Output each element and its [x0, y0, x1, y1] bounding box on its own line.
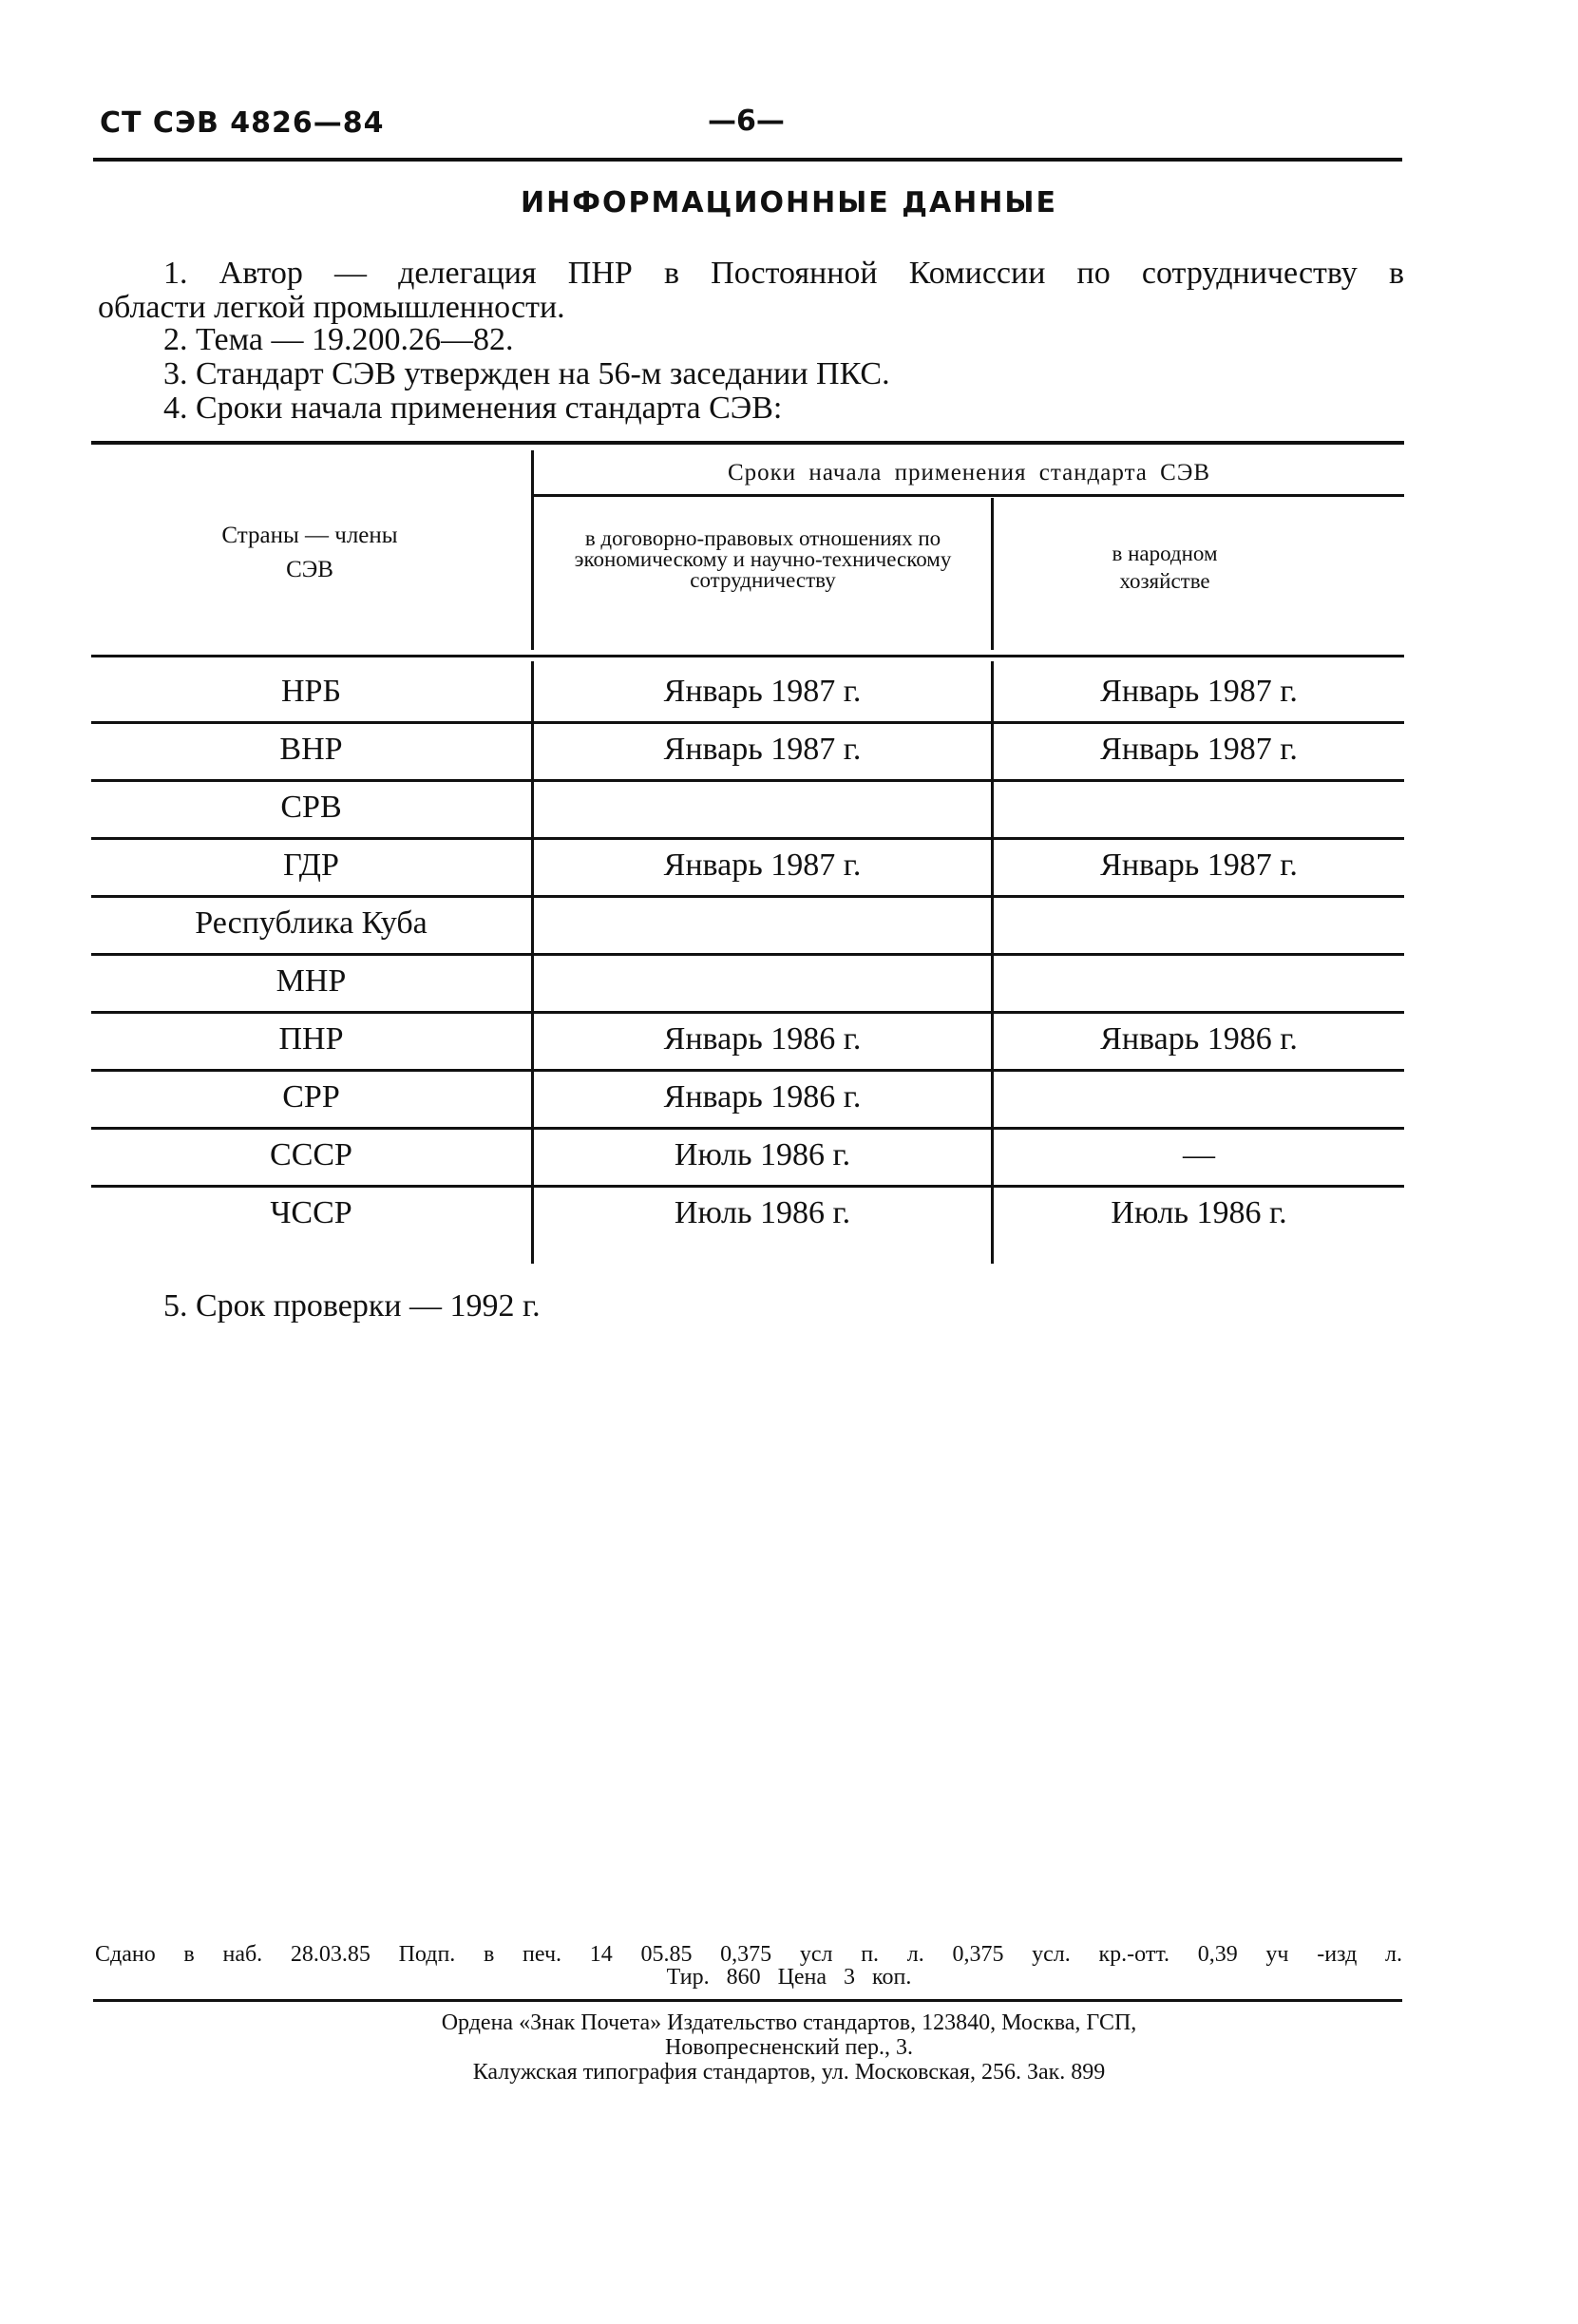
- cell-country: СРВ: [280, 790, 342, 825]
- row-rule: [91, 953, 1404, 956]
- header-countries: Страны — члены СЭВ: [221, 523, 398, 582]
- row-rule: [91, 779, 1404, 782]
- row-rule: [91, 837, 1404, 840]
- cell-contract-date: Январь 1986 г.: [663, 1079, 862, 1114]
- imprint-line-4: Новопресненский пер., 3.: [664, 2035, 914, 2060]
- cell-national-date: Январь 1987 г.: [1100, 732, 1298, 767]
- cell-contract-date: Январь 1987 г.: [663, 848, 862, 883]
- item-4: 4. Сроки начала применения стандарта СЭВ:: [163, 391, 783, 426]
- cell-country: ЧССР: [270, 1195, 352, 1230]
- row-rule: [91, 1127, 1404, 1130]
- header-rule: [93, 158, 1402, 162]
- cell-national-date: Январь 1986 г.: [1100, 1021, 1298, 1057]
- document-code: СТ СЭВ 4826—84: [100, 106, 385, 140]
- cell-contract-date: Июль 1986 г.: [674, 1195, 851, 1230]
- cell-country: Республика Куба: [195, 905, 428, 941]
- item-5: 5. Срок проверки — 1992 г.: [163, 1288, 541, 1324]
- cell-national-date: Январь 1987 г.: [1100, 674, 1298, 709]
- item-3: 3. Стандарт СЭВ утвержден на 56-м заседании ПКС.: [163, 356, 890, 391]
- row-rule: [91, 1069, 1404, 1072]
- header-contract: в договорно-правовых отношениях по экономическому и научно-техническому сотрудничеству: [574, 526, 952, 592]
- cell-contract-date: Январь 1987 г.: [663, 732, 862, 767]
- section-title: ИНФОРМАЦИОННЫЕ ДАННЫЕ: [521, 186, 1057, 219]
- row-rule: [91, 895, 1404, 898]
- header-divider-2: [991, 498, 994, 650]
- imprint-line-3: Ордена «Знак Почета» Издательство стандартов, 123840, Москва, ГСП,: [441, 2010, 1137, 2035]
- cell-contract-date: Январь 1987 г.: [663, 674, 862, 709]
- page-number: —6—: [708, 105, 785, 138]
- header-group-rule: [534, 494, 1404, 497]
- item-1-line-2: области легкой промышленности.: [98, 290, 565, 325]
- cell-country: СССР: [270, 1137, 352, 1172]
- header-group-label: Сроки начала применения стандарта СЭВ: [727, 460, 1210, 486]
- cell-country: ПНР: [278, 1021, 344, 1057]
- cell-country: МНР: [276, 963, 347, 999]
- cell-national-date: Январь 1987 г.: [1100, 848, 1298, 883]
- application-dates-table: [91, 441, 1404, 1264]
- header-bottom-rule: [91, 655, 1404, 657]
- item-1-line-1: 1. Автор — делегация ПНР в Постоянной Комиссии по сотрудничеству в: [163, 256, 1404, 291]
- cell-contract-date: Июль 1986 г.: [674, 1137, 851, 1172]
- cell-country: СРР: [282, 1079, 340, 1114]
- header-national: в народном хозяйстве: [1112, 542, 1218, 593]
- row-rule: [91, 721, 1404, 724]
- cell-national-date: —: [1183, 1137, 1215, 1172]
- cell-national-date: Июль 1986 г.: [1111, 1195, 1287, 1230]
- imprint-rule: [93, 1999, 1402, 2002]
- row-rule: [91, 1011, 1404, 1014]
- cell-country: ВНР: [279, 732, 343, 767]
- imprint-line-5: Калужская типография стандартов, ул. Московская, 256. Зак. 899: [472, 2060, 1106, 2085]
- cell-country: ГДР: [283, 848, 339, 883]
- cell-contract-date: Январь 1986 г.: [663, 1021, 862, 1057]
- imprint-line-2: Тир. 860 Цена 3 коп.: [666, 1965, 912, 1990]
- cell-country: НРБ: [281, 674, 341, 709]
- table-top-rule: [91, 441, 1404, 445]
- item-2: 2. Тема — 19.200.26—82.: [163, 322, 514, 357]
- imprint-line-1: Сдано в наб. 28.03.85 Подп. в печ. 14 05.85 0,375 усл п. л. 0,375 усл. кр.-отт. 0,39 уч -изд л.: [95, 1942, 1402, 1967]
- row-rule: [91, 1185, 1404, 1188]
